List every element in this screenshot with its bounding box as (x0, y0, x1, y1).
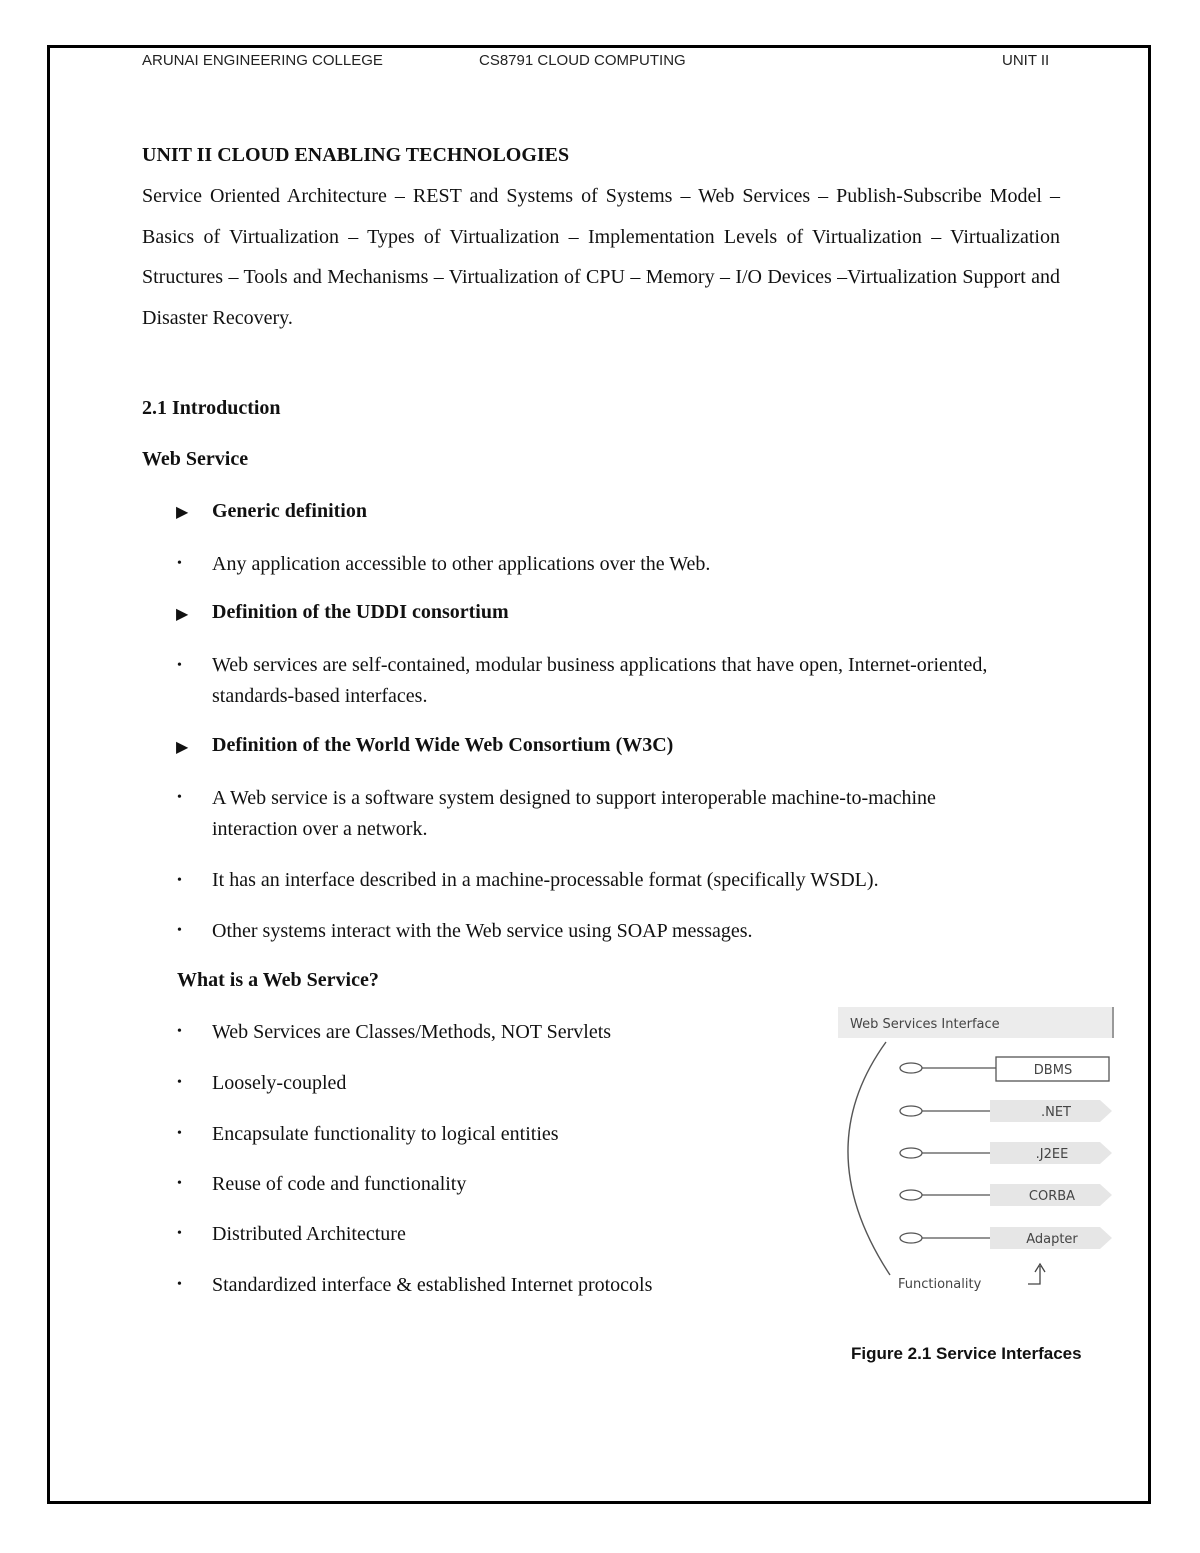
figure-item: CORBA (1028, 1189, 1076, 1204)
list-item: Web Services are Classes/Methods, NOT Servlets (212, 1021, 612, 1043)
list-item: Loosely-coupled (212, 1072, 347, 1094)
list-item: Encapsulate functionality to logical entities (212, 1123, 559, 1145)
bullet-icon: • (177, 658, 182, 673)
bullet-icon: • (177, 790, 182, 805)
figure-item: DBMS (1033, 1063, 1073, 1078)
bracket-curve (848, 1042, 890, 1275)
service-interfaces-figure (828, 1000, 1128, 1300)
header-unit: UNIT II (1002, 52, 1050, 69)
arrow-bullet-icon: ▶ (176, 739, 189, 756)
definition-heading: Definition of the World Wide Web Consortium (W3C) (212, 734, 674, 756)
definition-heading: Generic definition (212, 500, 367, 522)
figure-item: Adapter (1026, 1232, 1078, 1247)
bullet-icon: • (177, 1126, 182, 1141)
interface-socket-icon (900, 1063, 922, 1073)
bullet-icon: • (177, 556, 182, 571)
definition-text: A Web service is a software system designed to support interoperable machine-to-machine interaction over a network. (212, 787, 936, 840)
figure-item: .J2EE (1035, 1147, 1069, 1162)
figure-title: Web Services Interface (850, 1017, 1000, 1032)
header-college: ARUNAI ENGINEERING COLLEGE (142, 52, 383, 69)
bullet-icon: • (177, 1176, 182, 1191)
unit-title: UNIT II CLOUD ENABLING TECHNOLOGIES (142, 144, 570, 166)
arrow-up-icon (1028, 1264, 1045, 1284)
definition-text: It has an interface described in a machine-processable format (specifically WSDL). (212, 869, 879, 891)
syllabus-text: Service Oriented Architecture – REST and Systems of Systems – Web Services – Publish-Subscribe Model – Basics of Virtualization – Types of Virtualization – Implementation Levels of Virtualization – Virtualization Structures – Tools and Mechanisms – Virtualization of CPU – Memory – I/O Devices –Virtualization Support and Disaster Recovery. (142, 185, 1060, 329)
bullet-icon: • (177, 1024, 182, 1039)
arrow-bullet-icon: ▶ (176, 504, 189, 521)
bullet-icon: • (177, 1075, 182, 1090)
section-heading: 2.1 Introduction (142, 397, 281, 419)
list-item: Standardized interface & established Internet protocols (212, 1274, 653, 1296)
list-item: Reuse of code and functionality (212, 1173, 467, 1195)
what-is-heading: What is a Web Service? (177, 969, 379, 991)
definition-heading: Definition of the UDDI consortium (212, 601, 509, 623)
definition-text: Other systems interact with the Web service using SOAP messages. (212, 920, 753, 942)
definition-text: Any application accessible to other applications over the Web. (212, 553, 711, 575)
list-item: Distributed Architecture (212, 1223, 406, 1245)
arrow-bullet-icon: ▶ (176, 606, 189, 623)
interface-socket-icon (900, 1190, 922, 1200)
figure-item: .NET (1040, 1105, 1072, 1120)
definition-text: Web services are self-contained, modular business applications that have open, Internet-oriented, standards-based interfaces. (212, 654, 988, 707)
figure-caption: Figure 2.1 Service Interfaces (851, 1344, 1082, 1363)
interface-socket-icon (900, 1106, 922, 1116)
bullet-icon: • (177, 923, 182, 938)
section-subheading: Web Service (142, 448, 249, 470)
interface-socket-icon (900, 1148, 922, 1158)
figure-footer: Functionality (898, 1277, 982, 1292)
interface-socket-icon (900, 1233, 922, 1243)
bullet-icon: • (177, 1226, 182, 1241)
header-course: CS8791 CLOUD COMPUTING (479, 52, 686, 69)
bullet-icon: • (177, 873, 182, 888)
bullet-icon: • (177, 1277, 182, 1292)
